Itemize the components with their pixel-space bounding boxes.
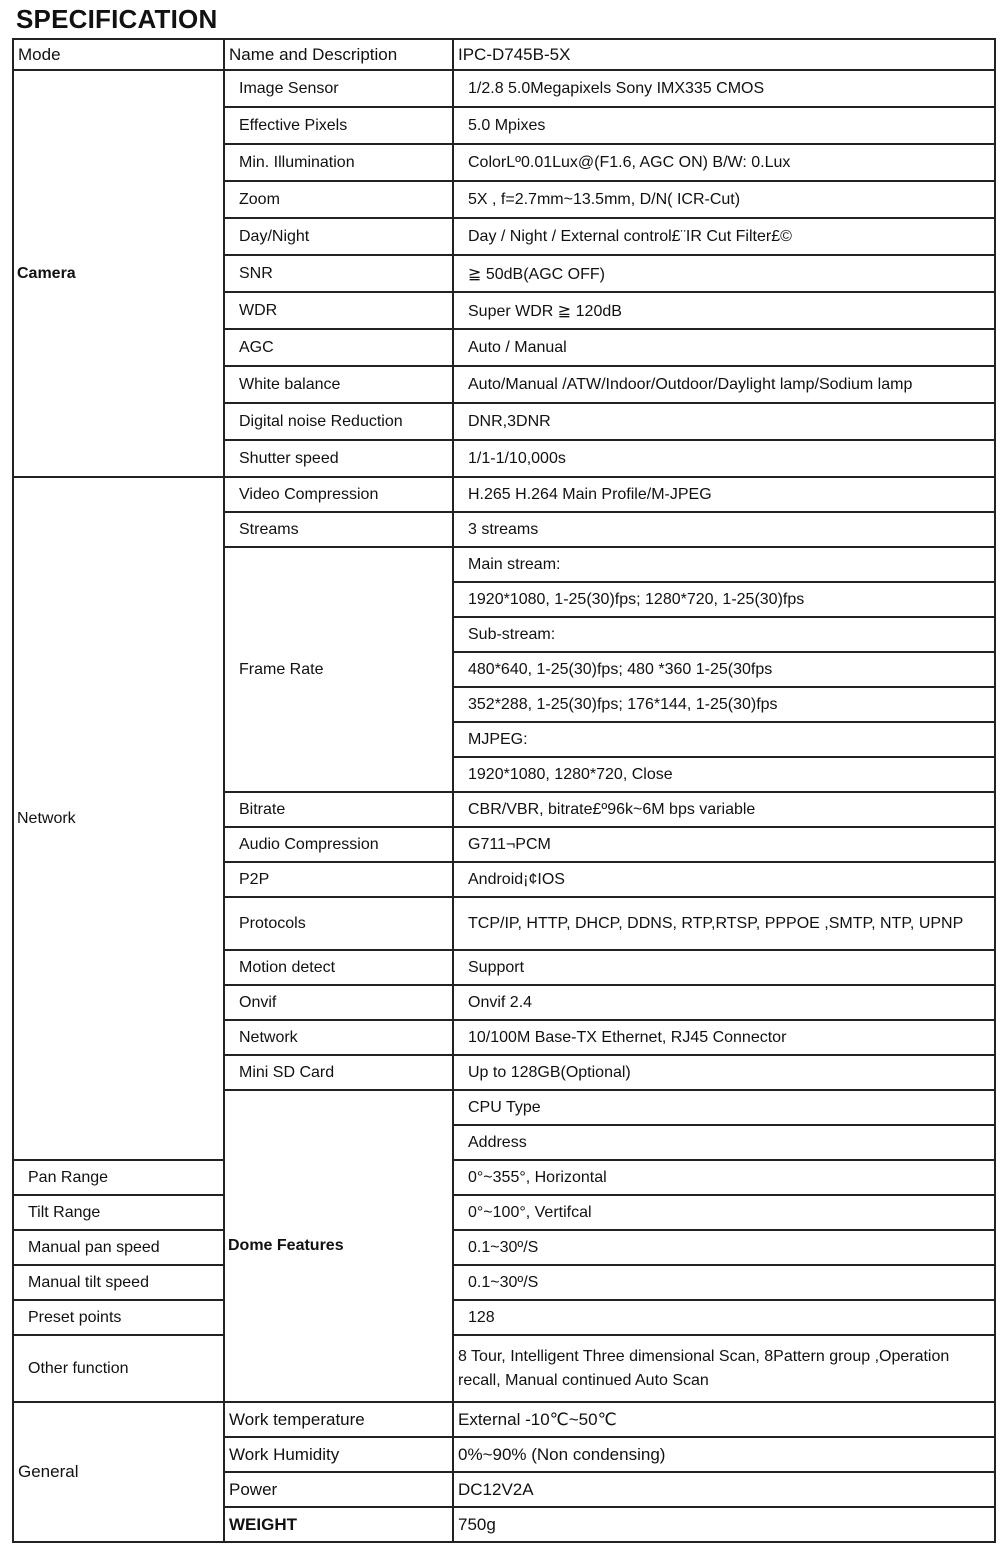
specification-table [12, 38, 996, 1543]
spec-value: ColorLº0.01Lux@(F1.6, AGC ON) B/W: 0.Lux [453, 144, 995, 181]
spec-name: Tilt Range [13, 1195, 224, 1230]
spec-value: 3 streams [453, 512, 995, 547]
spec-name: Bitrate [224, 792, 453, 827]
frame-rate-line: 480*640, 1-25(30)fps; 480 *360 1-25(30fps [453, 652, 995, 687]
spec-name: White balance [224, 366, 453, 403]
spec-value: Auto/Manual /ATW/Indoor/Outdoor/Daylight lamp/Sodium lamp [453, 366, 995, 403]
spec-name: Network [224, 1020, 453, 1055]
spec-name: Video Compression [224, 477, 453, 512]
spec-name: Manual pan speed [13, 1230, 224, 1265]
section-camera: Camera [13, 70, 224, 477]
spec-name: Onvif [224, 985, 453, 1020]
spec-value: 5.0 Mpixes [453, 107, 995, 144]
spec-value: Day / Night / External control£¨IR Cut Filter£© [453, 218, 995, 255]
spec-name: Protocols [224, 897, 453, 950]
section-general: General [13, 1402, 224, 1542]
spec-name: WDR [224, 292, 453, 329]
spec-name: Zoom [224, 181, 453, 218]
spec-value: Onvif 2.4 [453, 985, 995, 1020]
header-model: IPC-D745B-5X [453, 39, 995, 70]
spec-value: Super WDR ≧ 120dB [453, 292, 995, 329]
spec-value: 10/100M Base-TX Ethernet, RJ45 Connector [453, 1020, 995, 1055]
spec-value: Up to 128GB(Optional) [453, 1055, 995, 1090]
spec-name: CPU Type [453, 1090, 995, 1125]
spec-name: Pan Range [13, 1160, 224, 1195]
spec-name: AGC [224, 329, 453, 366]
frame-rate-line: 1920*1080, 1-25(30)fps; 1280*720, 1-25(30)fps [453, 582, 995, 617]
spec-name: Manual tilt speed [13, 1265, 224, 1300]
spec-name: Audio Compression [224, 827, 453, 862]
frame-rate-line: 1920*1080, 1280*720, Close [453, 757, 995, 792]
spec-value: 750g [453, 1507, 995, 1542]
frame-rate-line: Sub-stream: [453, 617, 995, 652]
spec-value: Android¡¢IOS [453, 862, 995, 897]
spec-name: Work temperature [224, 1402, 453, 1437]
spec-name: Shutter speed [224, 440, 453, 477]
spec-value: External -10℃~50℃ [453, 1402, 995, 1437]
spec-name: Mini SD Card [224, 1055, 453, 1090]
spec-value: Support [453, 950, 995, 985]
spec-value: DC12V2A [453, 1472, 995, 1507]
page-title: SPECIFICATION [16, 4, 218, 34]
header-mode: Mode [13, 39, 224, 70]
spec-name: Other function [13, 1335, 224, 1402]
table-row [13, 1160, 995, 1195]
spec-value: 0.1~30º/S [453, 1230, 995, 1265]
table-row [13, 1265, 995, 1300]
table-row [13, 1402, 995, 1437]
spec-name: P2P [224, 862, 453, 897]
section-dome-features: Dome Features [224, 1090, 453, 1402]
spec-name: Power [224, 1472, 453, 1507]
spec-value: ≧ 50dB(AGC OFF) [453, 255, 995, 292]
spec-name: Preset points [13, 1300, 224, 1335]
spec-value: 1/1-1/10,000s [453, 440, 995, 477]
spec-value: 8 Tour, Intelligent Three dimensional Scan, 8Pattern group ,Operation recall, Manual continued Auto Scan [453, 1335, 995, 1402]
spec-name: SNR [224, 255, 453, 292]
spec-name: Motion detect [224, 950, 453, 985]
spec-value: 0%~90% (Non condensing) [453, 1437, 995, 1472]
section-network: Network [13, 477, 224, 1160]
spec-name: Effective Pixels [224, 107, 453, 144]
table-row [13, 477, 995, 512]
table-header-row [13, 39, 995, 70]
spec-name: WEIGHT [224, 1507, 453, 1542]
frame-rate-line: 352*288, 1-25(30)fps; 176*144, 1-25(30)fps [453, 687, 995, 722]
spec-name: Min. Illumination [224, 144, 453, 181]
spec-name: Work Humidity [224, 1437, 453, 1472]
spec-value: Auto / Manual [453, 329, 995, 366]
table-row [13, 1195, 995, 1230]
table-row [13, 1300, 995, 1335]
spec-value: G711¬PCM [453, 827, 995, 862]
spec-name: Day/Night [224, 218, 453, 255]
spec-value: TCP/IP, HTTP, DHCP, DDNS, RTP,RTSP, PPPOE ,SMTP, NTP, UPNP [453, 897, 995, 950]
table-row [13, 1230, 995, 1265]
spec-value: 1/2.8 5.0Megapixels Sony IMX335 CMOS [453, 70, 995, 107]
spec-value: 5X , f=2.7mm~13.5mm, D/N( ICR-Cut) [453, 181, 995, 218]
frame-rate-line: MJPEG: [453, 722, 995, 757]
header-name-description: Name and Description [224, 39, 453, 70]
spec-value: DNR,3DNR [453, 403, 995, 440]
spec-name: Digital noise Reduction [224, 403, 453, 440]
spec-name: Frame Rate [224, 547, 453, 792]
table-row [13, 70, 995, 107]
spec-value: 128 [453, 1300, 995, 1335]
table-row [13, 1335, 995, 1402]
spec-name: Streams [224, 512, 453, 547]
spec-name: Address [453, 1125, 995, 1160]
frame-rate-line: Main stream: [453, 547, 995, 582]
spec-name: Image Sensor [224, 70, 453, 107]
spec-value: CBR/VBR, bitrate£º96k~6M bps variable [453, 792, 995, 827]
spec-value: 0°~355°, Horizontal [453, 1160, 995, 1195]
spec-value: H.265 H.264 Main Profile/M-JPEG [453, 477, 995, 512]
spec-value: 0°~100°, Vertifcal [453, 1195, 995, 1230]
spec-value: 0.1~30º/S [453, 1265, 995, 1300]
